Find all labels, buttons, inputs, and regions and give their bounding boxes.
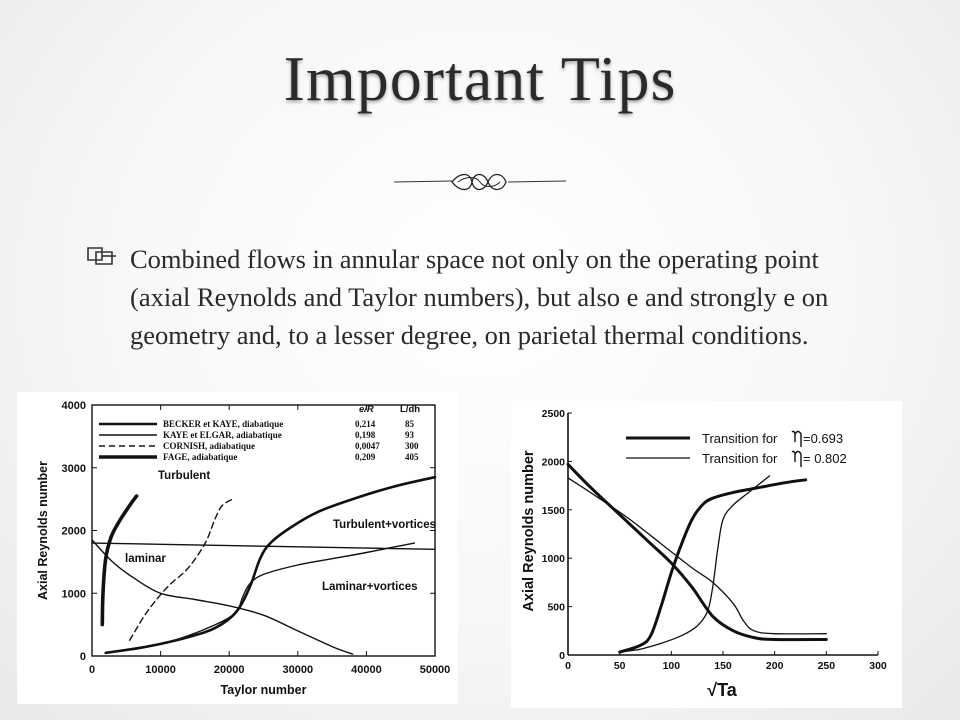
x-tick-label: 20000 — [213, 664, 245, 676]
x-tick-label: 0 — [565, 660, 571, 672]
legend-entry-l: 300 — [405, 441, 419, 451]
x-tick-label: 50000 — [419, 664, 451, 676]
legend-header-l: L/dh — [400, 404, 421, 415]
legend-entry-label: BECKER et KAYE, diabatique — [163, 419, 284, 429]
y-tick-label: 2500 — [541, 408, 565, 420]
scroll-bullet-icon — [84, 242, 120, 270]
eta-symbol-icon — [792, 451, 801, 467]
legend-entry-eta: =0.693 — [803, 431, 844, 446]
legend-entry-eta: = 0.802 — [803, 451, 847, 466]
chart-taylor-reynolds — [17, 392, 458, 704]
x-tick-label: 150 — [714, 660, 732, 672]
chart-sqrt-ta-reynolds — [511, 401, 902, 708]
x-tick-label: 30000 — [282, 664, 314, 676]
y-tick-label: 1500 — [541, 504, 565, 517]
x-tick-label: 50 — [613, 660, 626, 672]
x-tick-label: 200 — [765, 660, 784, 672]
scroll-ornament-icon — [390, 168, 570, 196]
y-tick-label: 4000 — [61, 400, 86, 412]
series-line — [568, 464, 826, 639]
annotation-turbulent: Turbulent — [158, 470, 211, 482]
legend-entry-label: CORNISH, adiabatique — [163, 441, 256, 451]
x-tick-label: 250 — [817, 660, 836, 672]
legend-entry-label: Transition for — [702, 451, 778, 466]
series-line — [92, 543, 435, 549]
bullet-text: Combined flows in annular space not only on the operating point (axial Reynolds and Taylor numbers), but also e and strongly e on geometry and, to a lesser degree, on parietal thermal conditions. — [130, 244, 829, 350]
y-tick-label: 1000 — [541, 553, 565, 566]
y-axis-label: Axial Reynolds number — [521, 450, 537, 612]
y-tick-label: 3000 — [61, 462, 86, 475]
annotation-laminar-vortices: Laminar+vortices — [322, 581, 418, 593]
y-tick-label: 0 — [559, 650, 565, 662]
chart-right-svg — [511, 401, 902, 708]
x-tick-label: 10000 — [145, 664, 176, 676]
x-tick-label: 0 — [88, 664, 96, 676]
eta-symbol-icon — [792, 431, 801, 447]
legend-entry-e: 0,198 — [355, 430, 376, 440]
x-tick-label: 100 — [662, 660, 681, 672]
x-axis-label: √Ta — [707, 680, 737, 700]
x-axis-label: Taylor number — [220, 683, 307, 697]
legend-entry-e: 0,209 — [355, 452, 376, 462]
legend-entry-label: KAYE et ELGAR, adiabatique — [163, 430, 282, 440]
x-tick-label: 300 — [869, 660, 887, 672]
legend-header-e: e/R — [359, 404, 374, 415]
chart-left-svg — [17, 392, 458, 704]
series-line — [130, 499, 233, 640]
y-tick-label: 2000 — [61, 525, 86, 538]
legend-entry-l: 85 — [405, 419, 414, 429]
y-axis-label: Axial Reynolds number — [36, 461, 50, 600]
annotation-turbulent-vortices: Turbulent+vortices — [333, 519, 436, 531]
legend-entry-e: 0,0047 — [355, 441, 380, 451]
y-tick-label: 2000 — [541, 456, 565, 469]
legend-entry-label: Transition for — [702, 431, 778, 446]
legend-entry-e: 0,214 — [355, 419, 376, 429]
y-tick-label: 500 — [547, 601, 565, 614]
series-line — [106, 477, 435, 653]
x-tick-label: 40000 — [351, 664, 382, 676]
legend-entry-l: 93 — [405, 430, 414, 440]
y-tick-label: 1000 — [61, 588, 86, 601]
y-tick-label: 0 — [79, 651, 86, 663]
series-line — [620, 480, 806, 652]
annotation-laminar: laminar — [125, 553, 166, 565]
legend-entry-l: 405 — [405, 452, 419, 462]
legend-entry-label: FAGE, adiabatique — [163, 452, 238, 462]
slide-title: Important Tips — [283, 43, 677, 114]
